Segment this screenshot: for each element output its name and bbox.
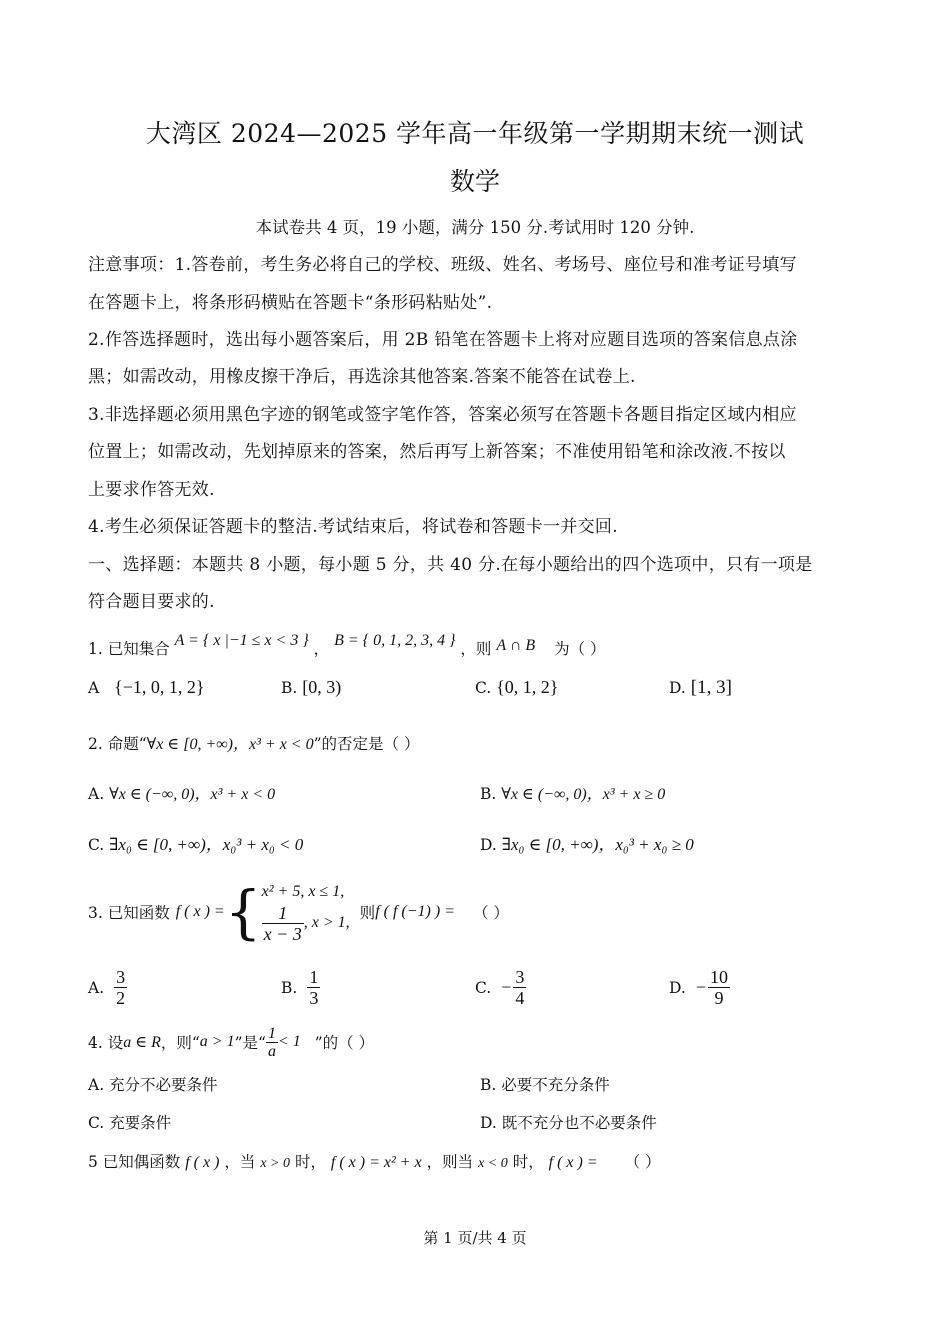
question-4 <box>88 1020 374 1064</box>
q5-mid-3: ，则当 <box>426 1153 474 1171</box>
q3-option-b-label: B. <box>281 978 298 997</box>
q3-option-d-sign: − <box>695 977 706 997</box>
q1-option-c-value: {0, 1, 2} <box>496 677 559 697</box>
q1-option-c-label: C. <box>475 679 492 697</box>
q2-option-b-value: ∀x ∈ (−∞, 0)，x³ + x ≥ 0 <box>501 786 666 803</box>
q4-expr-1: a ∈ R <box>123 1034 161 1051</box>
q1-prefix: 1. 已知集合 <box>88 640 170 658</box>
notes-line-3: 2.作答选择题时，选出每小题答案后，用 2B 铅笔在答题卡上将对应题目选项的答案信息点涂 <box>88 330 798 350</box>
q3-prefix: 3. 已知函数 <box>88 904 170 922</box>
q3-option-b-den: 3 <box>309 988 319 1008</box>
q3-option-a-den: 2 <box>116 988 126 1008</box>
q4-fraction-den: a <box>267 1042 276 1060</box>
q3-case-2-den: x − 3 <box>263 923 302 944</box>
q2-option-d-value: ∃x₀ ∈ [0, +∞)，x₀³ + x₀ ≥ 0 <box>501 835 694 854</box>
q3-option-b-num: 1 <box>309 967 319 987</box>
q1-set-a: A = { x |−1 ≤ x < 3 } <box>174 632 309 649</box>
q3-case-2-num: 1 <box>262 903 304 924</box>
q2-option-c <box>88 830 303 855</box>
q1-suffix: 为（ ） <box>554 640 606 658</box>
q4-suffix: ”的（ ） <box>314 1034 375 1052</box>
q3-piecewise <box>262 881 350 944</box>
exam-meta: 本试卷共 4 页，19 小题，满分 150 分.考试用时 120 分钟. <box>255 218 695 237</box>
q3-option-c-sign: − <box>501 977 512 997</box>
subject-title: 数学 <box>449 167 500 196</box>
q3-suffix: （ ） <box>472 904 509 922</box>
q2-option-c-label: C. <box>88 836 105 854</box>
q2-option-a <box>88 781 275 804</box>
q3-option-d-fraction <box>708 967 730 1008</box>
notes-line-2: 在答题卡上，将条形码横贴在答题卡“条形码粘贴处”. <box>88 293 493 313</box>
q2-option-a-label: A. <box>88 785 105 803</box>
notes-line-8: 4.考生必须保证答题卡的整洁.考试结束后，将试卷和答题卡一并交回. <box>88 517 618 537</box>
q3-option-c <box>475 967 526 1008</box>
q5-mid-1: ，当 <box>224 1153 256 1171</box>
q1-option-d <box>669 677 732 699</box>
q1-option-a-label: A <box>88 679 100 697</box>
q3-option-a-fraction <box>114 967 127 1008</box>
q4-option-c: C. 充要条件 <box>88 1114 172 1132</box>
q2-option-d-label: D. <box>480 836 497 854</box>
q3-brace: { <box>224 878 262 946</box>
q3-option-a-num: 3 <box>116 967 126 987</box>
q3-option-c-label: C. <box>475 978 492 997</box>
q3-option-b-fraction <box>307 967 320 1008</box>
q2-option-c-value: ∃x₀ ∈ [0, +∞)，x₀³ + x₀ < 0 <box>109 835 304 854</box>
question-3 <box>88 872 509 952</box>
q1-option-b-label: B. <box>281 679 298 697</box>
q5-expr-1: f ( x ) = x² + x <box>330 1154 422 1171</box>
notes-line-6: 位置上；如需改动，先划掉原来的答案，然后再写上新答案；不准使用铅笔和涂改液.不按以 <box>88 442 786 462</box>
q3-option-b <box>281 967 320 1008</box>
q5-cond-2: x < 0 <box>478 1156 508 1171</box>
q3-case-2-cond: , x > 1, <box>303 913 350 931</box>
q4-option-b: B. 必要不充分条件 <box>480 1076 610 1094</box>
q2-option-a-value: ∀x ∈ (−∞, 0)，x³ + x < 0 <box>109 786 276 803</box>
q2-suffix: ”的否定是（ ） <box>313 735 420 753</box>
q4-mid: ，则“ <box>160 1034 200 1052</box>
q2-expr: ∀x ∈ [0, +∞)，x³ + x < 0 <box>146 736 314 753</box>
q3-option-c-den: 4 <box>515 988 525 1008</box>
q1-set-b: B = { 0, 1, 2, 3, 4 } <box>334 632 456 649</box>
q3-case-1: x² + 5, x ≤ 1, <box>261 882 345 900</box>
notes-line-4: 黑；如需改动，用橡皮擦干净后，再选涂其他答案.答案不能答在试卷上. <box>88 367 636 387</box>
q4-expr-3: < 1 <box>277 1033 301 1050</box>
notes-line-1: 注意事项：1.答卷前，考生务必将自己的学校、班级、姓名、考场号、座位号和准考证号填写 <box>88 255 797 275</box>
q3-expr: f ( f (−1) ) = <box>375 903 455 920</box>
q5-mid-4: 时， <box>512 1153 544 1171</box>
q4-option-d: D. 既不充分也不必要条件 <box>480 1114 657 1132</box>
q5-mid-2: 时， <box>294 1153 326 1171</box>
notes-line-7: 上要求作答无效. <box>88 480 215 500</box>
q5-prefix: 5 已知偶函数 <box>88 1153 181 1171</box>
section-line-2: 符合题目要求的. <box>88 592 215 612</box>
notes-line-5: 3.非选择题必须用黑色字迹的钢笔或签字笔作答，答案必须写在答题卡各题目指定区域内相应 <box>88 405 797 425</box>
q1-option-b-value: [0, 3) <box>302 677 342 697</box>
q3-option-a-label: A. <box>88 978 105 997</box>
q5-suffix: （ ） <box>624 1153 661 1171</box>
q2-option-b <box>480 781 665 804</box>
q3-option-a <box>88 967 127 1008</box>
question-2 <box>88 731 419 754</box>
q4-fraction-num: 1 <box>267 1024 276 1042</box>
q4-expr-2: a > 1 <box>199 1033 235 1050</box>
q3-option-d-label: D. <box>669 978 686 997</box>
question-1 <box>88 632 606 659</box>
question-5 <box>88 1150 661 1172</box>
q1-then: ，则 <box>460 640 492 658</box>
q2-option-b-label: B. <box>480 785 497 803</box>
q3-option-c-fraction <box>513 967 526 1008</box>
q3-option-c-num: 3 <box>515 967 525 987</box>
q1-option-a <box>88 677 205 698</box>
q2-option-d <box>480 830 694 855</box>
q3-option-d-num: 10 <box>709 967 728 987</box>
q1-option-d-value: [1, 3] <box>690 677 732 698</box>
q3-then: 则 <box>359 904 376 922</box>
q1-expr: A ∩ B <box>496 637 536 654</box>
q4-option-a: A. 充分不必要条件 <box>88 1076 218 1094</box>
q1-option-a-value: {−1, 0, 1, 2} <box>114 677 205 697</box>
q3-function-name: f ( x ) = <box>175 903 225 920</box>
q4-mid-2: ”是“ <box>234 1034 266 1052</box>
q5-function-name: f ( x ) <box>185 1154 220 1171</box>
q1-option-b <box>281 677 341 698</box>
section-line-1: 一、选择题：本题共 8 小题，每小题 5 分，共 40 分.在每小题给出的四个选项中，只有一项是 <box>88 555 813 575</box>
q2-prefix: 2. 命题“ <box>88 735 147 753</box>
q4-fraction <box>266 1025 278 1060</box>
q1-comma: ， <box>313 640 330 658</box>
q5-cond-1: x > 0 <box>260 1156 290 1171</box>
page-footer: 第 1 页/共 4 页 <box>423 1229 527 1247</box>
exam-title: 大湾区 2024—2025 学年高一年级第一学期期末统一测试 <box>145 119 805 148</box>
q1-option-c <box>475 677 558 698</box>
q3-case-2-fraction <box>262 903 304 944</box>
q1-option-d-label: D. <box>669 679 686 697</box>
q4-prefix: 4. 设 <box>88 1034 124 1052</box>
q3-case-2 <box>262 903 350 944</box>
q5-expr-2: f ( x ) = <box>548 1154 598 1171</box>
q3-option-d-den: 9 <box>714 988 724 1008</box>
q3-option-d <box>669 967 730 1008</box>
